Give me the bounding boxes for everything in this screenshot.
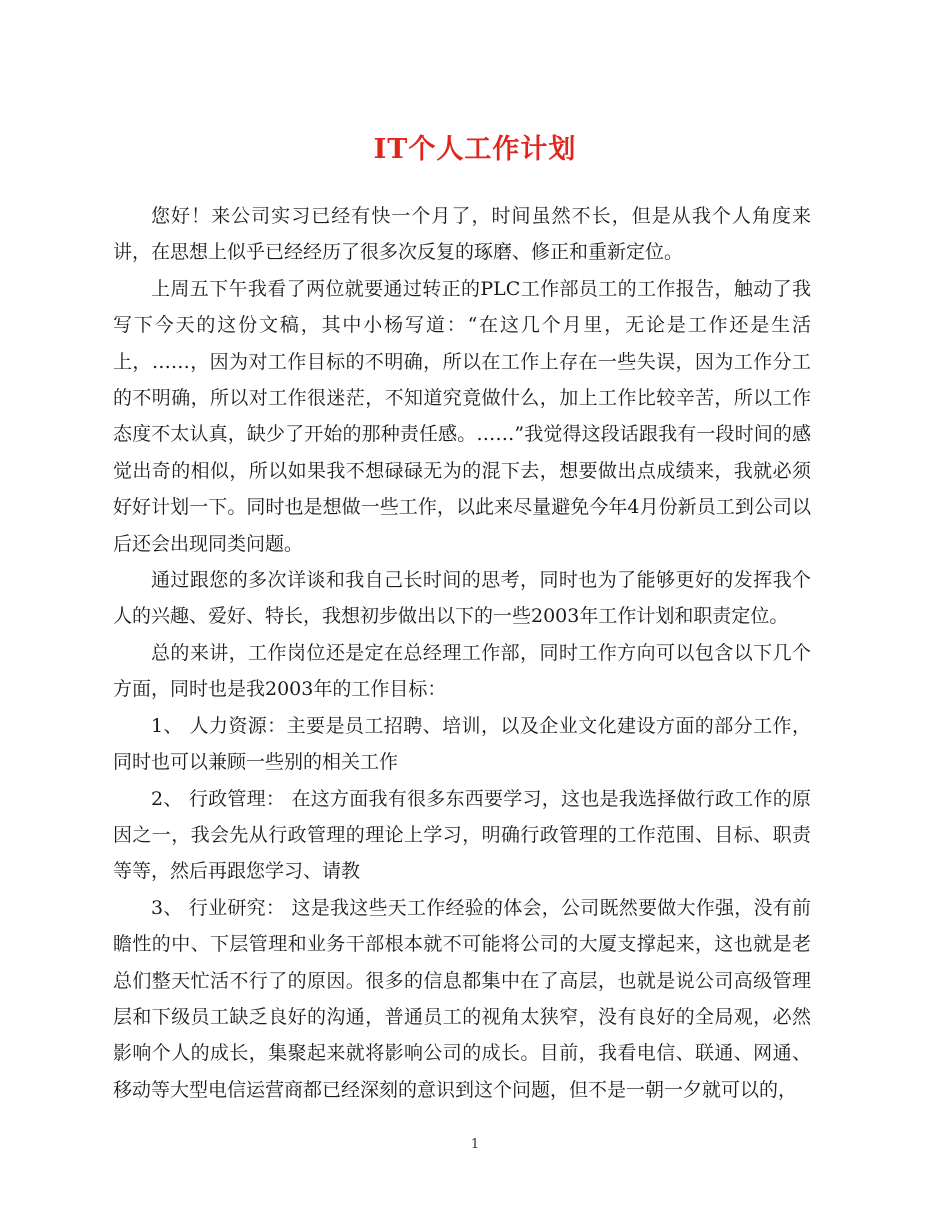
page-number: 1 bbox=[470, 1137, 480, 1152]
paragraph-item-research: 3、 行业研究： 这是我这些天工作经验的体会，公司既然要做大作强，没有前瞻性的中、下层管理和业务干部根本就不可能将公司的大厦支撑起来，这也就是老总们整天忙活不行了的原因。很多的信息都集中在了高层，也就是说公司高级管理层和下级员工缺乏良好的沟通，普通员工的视角太狭窄，没有良好的全局观，必然影响个人的成长，集聚起来就将影响公司的成长。目前，我看电信、联通、网通、移动等大型电信运营商都已经深刻的意识到这个问题，但不是一朝一夕就可以的， bbox=[113, 896, 811, 1101]
paragraph-background: 上周五下午我看了两位就要通过转正的PLC工作部员工的工作报告，触动了我写下今天的这份文稿，其中小杨写道：“在这几个月里，无论是工作还是生活上，……，因为对工作目标的不明确，所以在工作上存在一些失误，因为工作分工的不明确，所以对工作很迷茫，不知道究竟做什么，加上工作比较辛苦，所以工作态度不太认真，缺少了开始的那种责任感。……”我觉得这段话跟我有一段时间的感觉出奇的相似，所以如果我不想碌碌无为的混下去，想要做出点成绩来，我就必须好好计划一下。同时也是想做一些工作，以此来尽量避免今年4月份新员工到公司以后还会出现同类问题。 bbox=[113, 277, 811, 555]
paragraph-item-hr: 1、 人力资源：主要是员工招聘、培训，以及企业文化建设方面的部分工作，同时也可以兼顾一些别的相关工作 bbox=[113, 714, 811, 774]
paragraph-plan-intro: 通过跟您的多次详谈和我自己长时间的思考，同时也为了能够更好的发挥我个人的兴趣、爱好、特长，我想初步做出以下的一些2003年工作计划和职责定位。 bbox=[113, 569, 811, 628]
paragraph-greeting: 您好！来公司实习已经有快一个月了，时间虽然不长，但是从我个人角度来讲，在思想上似乎已经经历了很多次反复的琢磨、修正和重新定位。 bbox=[113, 205, 811, 264]
paragraph-item-admin: 2、 行政管理： 在这方面我有很多东西要学习，这也是我选择做行政工作的原因之一，我会先从行政管理的理论上学习，明确行政管理的工作范围、目标、职责等等，然后再跟您学习、请教 bbox=[113, 787, 811, 883]
document-title: IT个人工作计划 bbox=[373, 134, 577, 165]
document-body bbox=[113, 198, 811, 1108]
paragraph-overview: 总的来讲，工作岗位还是定在总经理工作部，同时工作方向可以包含以下几个方面，同时也是我2003年的工作目标： bbox=[113, 641, 811, 701]
